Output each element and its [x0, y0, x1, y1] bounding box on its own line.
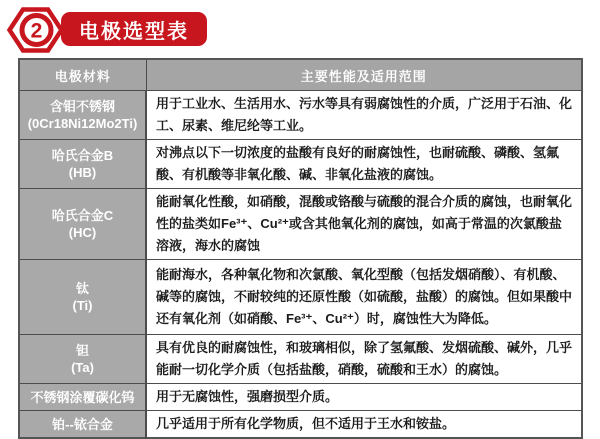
material-code: (Ta) — [71, 360, 94, 375]
column-header-material: 电极材料 — [19, 59, 146, 91]
column-header-performance: 主要性能及适用范围 — [146, 59, 582, 91]
description-cell: 对沸点以下一切浓度的盐酸有良好的耐腐蚀性，也耐硫酸、磷酸、氢氟酸、有机酸等非氧化酸、碱、非氧化盐液的腐蚀。 — [146, 140, 582, 189]
description-cell: 用于工业水、生活用水、污水等具有弱腐蚀性的介质，广泛用于石油、化工、尿素、维尼纶等工业。 — [146, 91, 582, 140]
table-row — [19, 384, 582, 411]
table-row — [19, 335, 582, 384]
material-name: 铂--铱合金 — [52, 416, 113, 432]
description-cell: 具有优良的耐腐蚀性，和玻璃相似，除了氢氟酸、发烟硫酸、碱外，几乎能耐一切化学介质（包括盐酸，硝酸，硫酸和王水）的腐蚀。 — [146, 335, 582, 384]
material-name: 钛 — [75, 281, 89, 296]
material-name: 哈氏合金B — [51, 148, 114, 163]
table-header-row — [19, 59, 582, 91]
section-number: 2 — [30, 19, 43, 43]
material-cell — [19, 335, 146, 384]
material-cell — [19, 189, 146, 260]
table-row — [19, 91, 582, 140]
material-name: 不锈钢涂覆碳化钨 — [30, 389, 135, 405]
material-name: 哈氏合金C — [51, 208, 114, 223]
table-row — [19, 189, 582, 260]
material-cell — [19, 260, 146, 335]
description-cell: 能耐氧化性酸，如硝酸，混酸或铬酸与硫酸的混合介质的腐蚀，也耐氧化性的盐类如Fe³⁺、Cu²⁺或含其他氧化剂的腐蚀，如高于常温的次氯酸盐溶液，海水的腐蚀 — [146, 189, 582, 260]
material-code: (HC) — [68, 225, 97, 240]
material-code: (Ti) — [72, 298, 93, 313]
material-code: (HB) — [68, 165, 97, 180]
material-name: 钽 — [75, 343, 89, 358]
table-row — [19, 260, 582, 335]
electrode-selection-table — [18, 58, 583, 439]
material-name: 含钼不锈钢 — [49, 99, 115, 114]
table-row — [19, 411, 582, 439]
material-cell — [19, 91, 146, 140]
description-cell: 几乎适用于所有化学物质，但不适用于王水和铵盐。 — [146, 411, 582, 439]
description-cell: 用于无腐蚀性，强磨损型介质。 — [146, 384, 582, 411]
material-cell — [19, 384, 146, 411]
table-row — [19, 140, 582, 189]
material-code: (0Cr18Ni12Mo2Ti) — [27, 116, 138, 131]
material-cell — [19, 411, 146, 439]
section-number-badge-icon — [7, 6, 64, 54]
page-title-label: 电极选型表 — [79, 20, 189, 43]
material-cell — [19, 140, 146, 189]
page-title — [61, 12, 207, 46]
description-cell: 能耐海水，各种氧化物和次氯酸、氧化型酸（包括发烟硝酸）、有机酸、碱等的腐蚀，不耐较纯的还原性酸（如硫酸，盐酸）的腐蚀。但如果酸中还有氧化剂（如硝酸、Fe³⁺、Cu²⁺）时，腐蚀性大为降低。 — [146, 260, 582, 335]
